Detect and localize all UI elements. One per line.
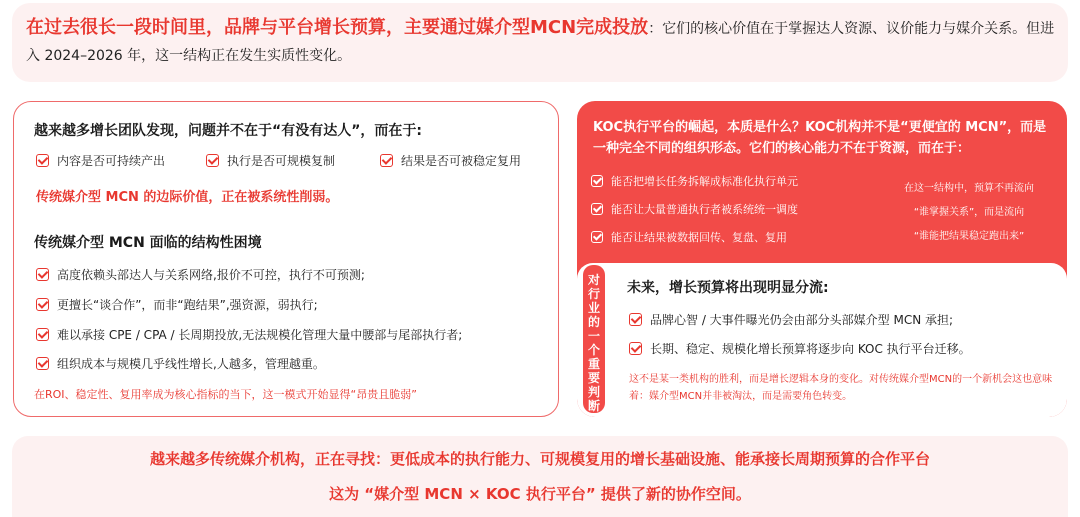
check-icon (36, 357, 49, 370)
summary-line-2: 这为 “媒介型 MCN × KOC 执行平台” 提供了新的协作空间。 (329, 485, 751, 503)
check-icon (629, 342, 642, 355)
future-item: 长期、稳定、规模化增长预算将逐步向 KOC 执行平台迁移。 (629, 340, 971, 357)
left-heading-2: 传统媒介型 MCN 面临的结构性困境 (34, 235, 262, 251)
check-icon (629, 313, 642, 326)
intro-headline: 在过去很长一段时间里，品牌与平台增长预算，主要通过媒介型MCN完成投放 (26, 17, 649, 38)
check-icon (591, 203, 603, 215)
left-footer-note: 在ROI、稳定性、复用率成为核心指标的当下，这一模式开始显得“昂贵且脆弱” (34, 388, 417, 401)
left-heading-1: 越来越多增长团队发现，问题并不在于“有没有达人”，而在于: (34, 123, 422, 139)
check-icon (36, 328, 49, 341)
left-red-conclusion: 传统媒介型 MCN 的边际价值，正在被系统性削弱。 (36, 190, 339, 205)
judgement-tab: 对 行 业 的 一 个 重 要 判 断 (583, 265, 605, 413)
future-item: 品牌心智 / 大事件曝光仍会由部分头部媒介型 MCN 承担; (629, 311, 953, 328)
issue-item: 难以承接 CPE / CPA / 长周期投放,无法规模化管理大量中腰部与尾部执行者; (36, 326, 462, 343)
future-heading: 未来，增长预算将出现明显分流: (627, 280, 829, 296)
intro-rest: ：它们的核心价值在于掌握达人资源、议价能力与媒介关系。但进入 2024–2026 年，这一结构正在发生实质性变化。 (26, 21, 1055, 64)
right-title: KOC执行平台的崛起，本质是什么？KOC机构并不是“更便宜的 MCN”，而是一种完全不同的组织形态。它们的核心能力不在于资源，而在于： (593, 120, 1047, 156)
check-icon (36, 298, 49, 311)
left-check-item: 内容是否可持续产出 (36, 152, 165, 169)
issue-item: 更擅长“谈合作”，而非“跑结果”,强资源，弱执行; (36, 296, 318, 313)
check-icon (591, 175, 603, 187)
right-check-item: 能否让结果被数据回传、复盘、复用 (591, 229, 787, 245)
check-icon (36, 268, 49, 281)
check-icon (206, 154, 219, 167)
left-check-item: 结果是否可被稳定复用 (380, 152, 521, 169)
check-icon (36, 154, 49, 167)
summary-line-1: 越来越多传统媒介机构，正在寻找：更低成本的执行能力、可规模复用的增长基础设施、能承接长周期预算的合作平台 (149, 450, 930, 468)
right-check-item: 能否让大量普通执行者被系统统一调度 (591, 201, 798, 217)
issue-item: 高度依赖头部达人与关系网络,报价不可控，执行不可预测; (36, 266, 365, 283)
left-check-item: 执行是否可规模复制 (206, 152, 335, 169)
right-check-item: 能否把增长任务拆解成标准化执行单元 (591, 173, 798, 189)
check-icon (380, 154, 393, 167)
traditional-mcn-card (13, 101, 559, 417)
future-note: 这不是某一类机构的胜利，而是增长逻辑本身的变化。对传统媒介型MCN的一个新机会这也意味着：媒介型MCN并非被淘汰，而是需要角色转变。 (629, 374, 1053, 402)
budget-quote: 在这一结构中，预算不再流向 “谁掌握关系”，而是流向 “谁能把结果稳定跑出来” (904, 183, 1034, 242)
check-icon (591, 231, 603, 243)
koc-platform-card (577, 101, 1067, 417)
intro-text (26, 14, 1056, 70)
issue-item: 组织成本与规模几乎线性增长,人越多，管理越重。 (36, 355, 325, 372)
